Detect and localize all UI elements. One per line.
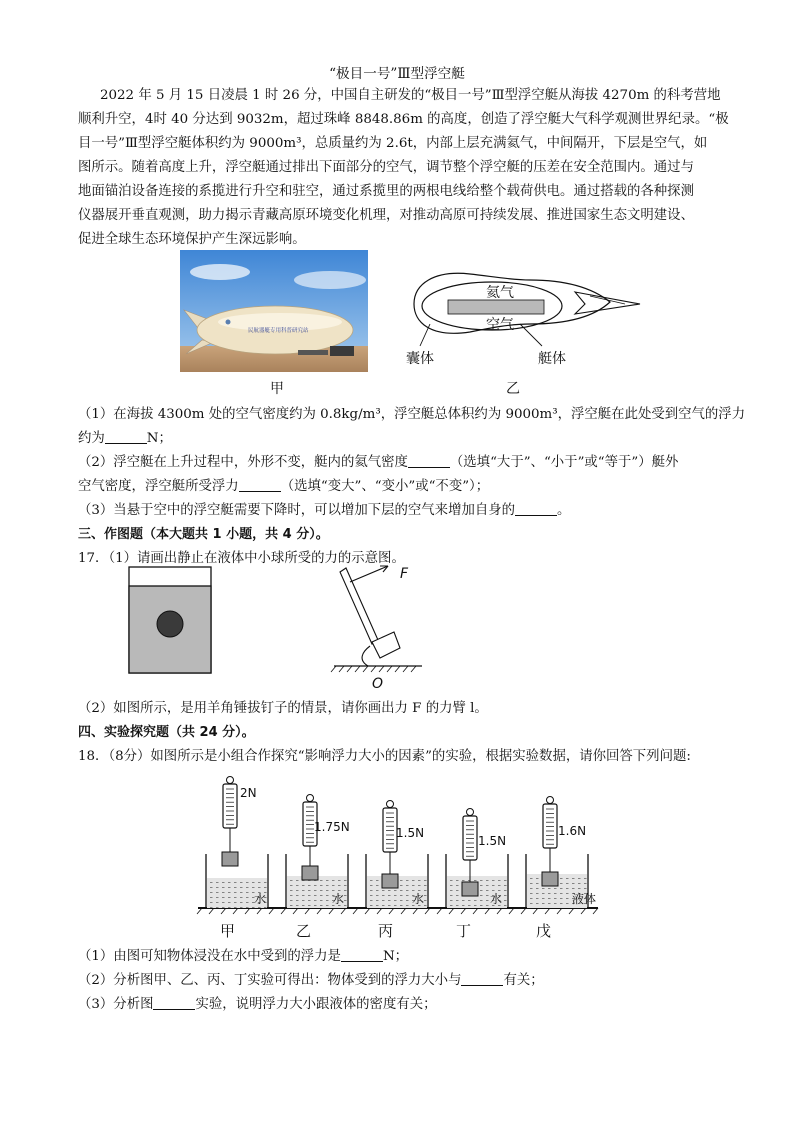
q16-part1-line1: （1）在海拔 4300m 处的空气密度约为 0.8kg/m³，浮空艇总体积约为 9000m³，浮空艇在此处受到空气的浮力 — [78, 407, 746, 422]
airship-photo — [180, 250, 368, 372]
liquid-label-yi: 水 — [332, 892, 345, 906]
spring-scale-jia — [223, 784, 237, 828]
q16-blank-3[interactable] — [239, 477, 281, 492]
scale-ring-jia — [227, 777, 234, 784]
spring-scale-ding — [463, 816, 477, 860]
caption-yi: 乙 — [296, 922, 312, 940]
reading-wu: 1.6N — [558, 824, 587, 838]
para-line-6: 仪器展开垂直观测，助力揭示青藏高原环境变化机理，对推动高原可持续发展、推进国家生态文明建设、 — [78, 208, 694, 223]
beaker-with-ball — [128, 566, 212, 674]
q18-intro: 18．（8分）如图所示是小组合作探究“影响浮力大小的因素”的实验，根据实验数据，请你回答下列问题: — [78, 749, 691, 764]
metal-block-ding — [462, 882, 478, 896]
force-label: F — [400, 566, 409, 582]
photo-caption: 甲 — [270, 381, 284, 397]
spring-scale-wu — [543, 804, 557, 848]
caption-ding: 丁 — [456, 922, 472, 940]
para-line-2: 顺利升空，4时 40 分达到 9032m，超过珠峰 8848.86m 的高度，创造了浮空艇大气科学观测世界纪录。“极 — [78, 112, 729, 127]
liquid-label-ding: 水 — [490, 892, 503, 906]
bag-label: 囊体 — [406, 351, 434, 367]
airship-diagram — [400, 262, 650, 372]
liquid-label-jia: 水 — [254, 892, 267, 906]
liquid-label-bing: 水 — [412, 892, 425, 906]
caption-wu: 戊 — [536, 922, 552, 940]
q16-part2-line2: 空气密度，浮空艇所受浮力 （选填“变大”、“变小”或“不变”）； — [78, 479, 490, 494]
helium-label: 氦气 — [486, 285, 514, 301]
q18-blank-3[interactable] — [153, 995, 195, 1010]
scale-ring-yi — [307, 795, 314, 802]
airship-photo-text: 民航器艇专用科普研究站 — [248, 328, 309, 334]
para-line-4: 图所示。随着高度上升，浮空艇通过排出下面部分的空气，调节整个浮空艇的压差在安全范围内。通过与 — [78, 160, 694, 175]
metal-block-jia — [222, 852, 238, 866]
claw-hammer-figure — [328, 562, 428, 692]
q18-blank-1[interactable] — [341, 947, 383, 962]
q16-part1-line2: 约为 N； — [78, 431, 172, 446]
scale-ring-bing — [387, 801, 394, 808]
diagram-caption: 乙 — [506, 381, 520, 397]
q16-part2-line1: （2）浮空艇在上升过程中，外形不变，艇内的氦气密度 （选填“大于”、“小于”或“等于”）艇外 — [78, 455, 679, 470]
scale-ring-ding — [467, 809, 474, 816]
pivot-label: O — [372, 676, 384, 692]
caption-bing: 丙 — [378, 922, 394, 940]
buoyancy-experiment-figure — [194, 770, 604, 942]
para-line-7: 促进全球生态环境保护产生深远影响。 — [78, 232, 306, 247]
q17-part1: 17．（1）请画出静止在液体中小球所受的力的示意图。 — [78, 551, 405, 566]
q16-part3: （3）当悬于空中的浮空艇需要下降时，可以增加下层的空气来增加自身的 。 — [78, 503, 571, 518]
scale-ring-wu — [547, 797, 554, 804]
section-3-heading: 三、作图题（本大题共 1 小题，共 4 分）。 — [78, 527, 329, 542]
hull-label: 艇体 — [538, 351, 566, 367]
liquid-label-wu: 液体 — [572, 892, 597, 906]
metal-block-yi — [302, 866, 318, 880]
reading-jia: 2N — [240, 786, 257, 800]
para-line-1: 2022 年 5 月 15 日凌晨 1 时 26 分，中国自主研发的“极目一号”Ⅲ型浮空艇从海拔 4270m 的科考营地 — [100, 88, 721, 103]
para-line-5: 地面锚泊设备连接的系揽进行升空和驻空，通过系揽里的两根电线给整个载荷供电。通过搭载的各种探测 — [78, 184, 694, 199]
section-4-heading: 四、实验探究题（共 24 分）。 — [78, 725, 255, 740]
q17-part2: （2）如图所示，是用羊角锤拔钉子的情景，请你画出力 F 的力臂 l。 — [78, 701, 488, 716]
q18-part3: （3）分析图 实验，说明浮力大小跟液体的密度有关； — [78, 997, 437, 1012]
air-label: 空气 — [486, 317, 514, 333]
q18-blank-2[interactable] — [461, 971, 503, 986]
metal-block-wu — [542, 872, 558, 886]
q18-part2: （2）分析图甲、乙、丙、丁实验可得出：物体受到的浮力大小与 有关； — [78, 973, 544, 988]
spring-scale-bing — [383, 808, 397, 852]
q16-blank-1[interactable] — [105, 429, 147, 444]
q16-blank-2[interactable] — [408, 453, 450, 468]
metal-block-bing — [382, 874, 398, 888]
q18-part1: （1）由图可知物体浸没在水中受到的浮力是 N； — [78, 949, 409, 964]
reading-bing: 1.5N — [396, 826, 425, 840]
caption-jia: 甲 — [220, 922, 236, 940]
reading-ding: 1.5N — [478, 834, 507, 848]
para-line-3: 目一号”Ⅲ型浮空艇体积约为 9000m³，总质量约为 2.6t，内部上层充满氦气，中间隔开，下层是空气，如 — [78, 136, 708, 151]
article-title: “极目一号”Ⅲ型浮空艇 — [329, 66, 465, 82]
reading-yi: 1.75N — [314, 820, 350, 834]
q16-blank-4[interactable] — [515, 501, 557, 516]
